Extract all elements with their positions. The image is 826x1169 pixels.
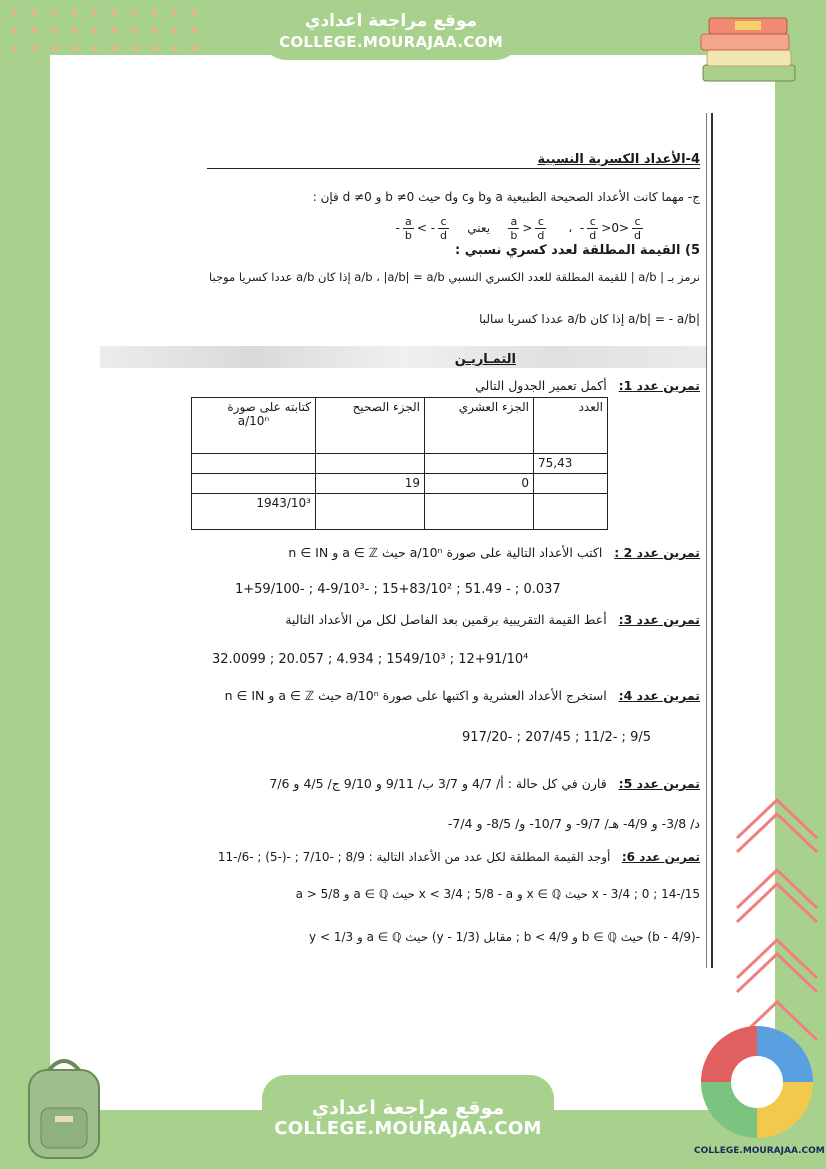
footer-brand-tab: [262, 1075, 554, 1169]
margin-line-thin: [706, 113, 707, 968]
ex2-line: [288, 545, 700, 560]
ex2-text: اكتب الأعداد التالية على صورة a/10ⁿ حيث a ∈ ℤ و n ∈ IN: [288, 545, 603, 560]
footer-brand-url[interactable]: COLLEGE.MOURAJAA.COM: [274, 1118, 542, 1139]
ex1-text: أكمل تعمير الجدول التالي: [475, 378, 607, 393]
ex5-line2: د/ 3/8- و 4/9- هـ/ 9/7- و 10/7- و/ 8/5- و 7/4-: [447, 816, 700, 831]
school-logo-icon: [695, 1022, 820, 1142]
header-brand-tab: [262, 0, 520, 60]
ex5-line: [269, 776, 700, 791]
section4-title: 4-الأعداد الكسرية النسبية: [537, 152, 700, 167]
brand-url[interactable]: COLLEGE.MOURAJAA.COM: [279, 33, 503, 51]
ex4-line: [225, 688, 700, 703]
exercises-title: التمـاريـن: [454, 352, 516, 367]
brand-name: موقع مراجعة اعدادي: [304, 11, 478, 31]
ex4-values: 9/5 ; -11/2 ; 207/45 ; -917/20: [462, 730, 651, 745]
table-cell[interactable]: [192, 474, 316, 494]
table-cell[interactable]: 19: [316, 474, 425, 494]
chevron-up-icon: [732, 790, 822, 1050]
section4-ineq: $\frac{c}{d}$ <0< $\frac{c}{d}$ - ، $\frac{c}{d}$ < $\frac{a}{b}$ يعني $\frac{c}{d}$ - > $\frac{a}{b}$ -: [395, 215, 641, 242]
ex1-line: [475, 378, 700, 393]
ex3-label: تمرين عدد 3:: [618, 612, 700, 627]
table-header-frac: كتابته على صورة a/10ⁿ: [192, 398, 316, 454]
scan-artifact: [100, 346, 706, 368]
table-cell[interactable]: 75,43: [534, 454, 608, 474]
ex4-label: تمرين عدد 4:: [618, 688, 700, 703]
ex6-label: تمرين عدد 6:: [621, 850, 700, 864]
table-cell[interactable]: [534, 494, 608, 530]
table-cell[interactable]: [316, 454, 425, 474]
ex2-values: 0.037 ; - 51.49 ; 15+83/10² ; -4-9/10³ ; -1+59/100: [235, 582, 561, 597]
section5-line2: |a/b| = - a/b إذا كان a/b عددا كسريا سالبا: [479, 312, 700, 326]
ex6-line: [218, 850, 700, 864]
section4-means: يعني: [467, 221, 491, 235]
ex3-line: [285, 612, 700, 627]
ex2-label: تمرين عدد 2 :: [614, 545, 700, 560]
table-header: الجزء الصحيح: [316, 398, 425, 454]
ex5-label: تمرين عدد 5:: [618, 776, 700, 791]
table-header: العدد: [534, 398, 608, 454]
ex6-text: أوجد القيمة المطلقة لكل عدد من الأعداد التالية : 8/9 ; -7/10 ; -(-5) ; -6/-11: [217, 850, 611, 864]
table-cell[interactable]: [425, 454, 534, 474]
table-cell[interactable]: 1943/10³: [192, 494, 316, 530]
books-icon: [695, 10, 805, 95]
section4-rule: [207, 168, 700, 169]
margin-line: [711, 113, 713, 968]
ex3-text: أعط القيمة التقريبية برقمين بعد الفاصل لكل من الأعداد التالية: [285, 612, 607, 627]
ex6-line3: -(b - 4/9) حيث b ∈ ℚ و b < 4/9 ; مقابل (y - 1/3) حيث a ∈ ℚ و y < 1/3: [309, 930, 700, 944]
ex6-line2: 15/-14 ; 0 ; 3/4 - x حيث x ∈ ℚ و x < 3/4 ; 5/8 - a حيث a ∈ ℚ و a > 5/8: [295, 887, 700, 901]
table-header-row: [192, 398, 608, 454]
section4-text: ج- مهما كانت الأعداد الصحيحة الطبيعية a وb وc وd حيث b ≠0 و d ≠0 فإن :: [312, 190, 700, 204]
table-header: الجزء العشري: [425, 398, 534, 454]
ex1-table: [191, 397, 608, 530]
table-cell[interactable]: [316, 494, 425, 530]
backpack-icon: [15, 1052, 115, 1162]
ex5-text: قارن في كل حالة : أ/ 4/7 و 3/7 ب/ 9/11 و 9/10 ج/ 4/5 و 7/6: [269, 776, 607, 791]
ex3-values: 32.0099 ; 20.057 ; 4.934 ; 1549/10³ ; 12+91/10⁴: [212, 652, 529, 667]
table-row: [192, 474, 608, 494]
section5-title: 5) القيمة المطلقة لعدد كسري نسبي :: [455, 243, 700, 258]
ex1-label: تمرين عدد 1:: [618, 378, 700, 393]
table-cell[interactable]: [192, 454, 316, 474]
table-cell[interactable]: [534, 474, 608, 494]
table-row: [192, 494, 608, 530]
table-cell[interactable]: [425, 494, 534, 530]
ex4-text: استخرج الأعداد العشرية و اكتبها على صورة a/10ⁿ حيث a ∈ ℤ و n ∈ IN: [224, 688, 607, 703]
section5-line1: نرمز بـ | a/b | للقيمة المطلقة للعدد الكسري النسبي a/b ، |a/b| = a/b إذا كان a/b عددا كسريا موجبا: [209, 270, 700, 284]
table-row: [192, 454, 608, 474]
table-cell[interactable]: 0: [425, 474, 534, 494]
footer-brand-name: موقع مراجعة اعدادي: [311, 1097, 505, 1119]
logo-url: COLLEGE.MOURAJAA.COM: [694, 1146, 825, 1156]
